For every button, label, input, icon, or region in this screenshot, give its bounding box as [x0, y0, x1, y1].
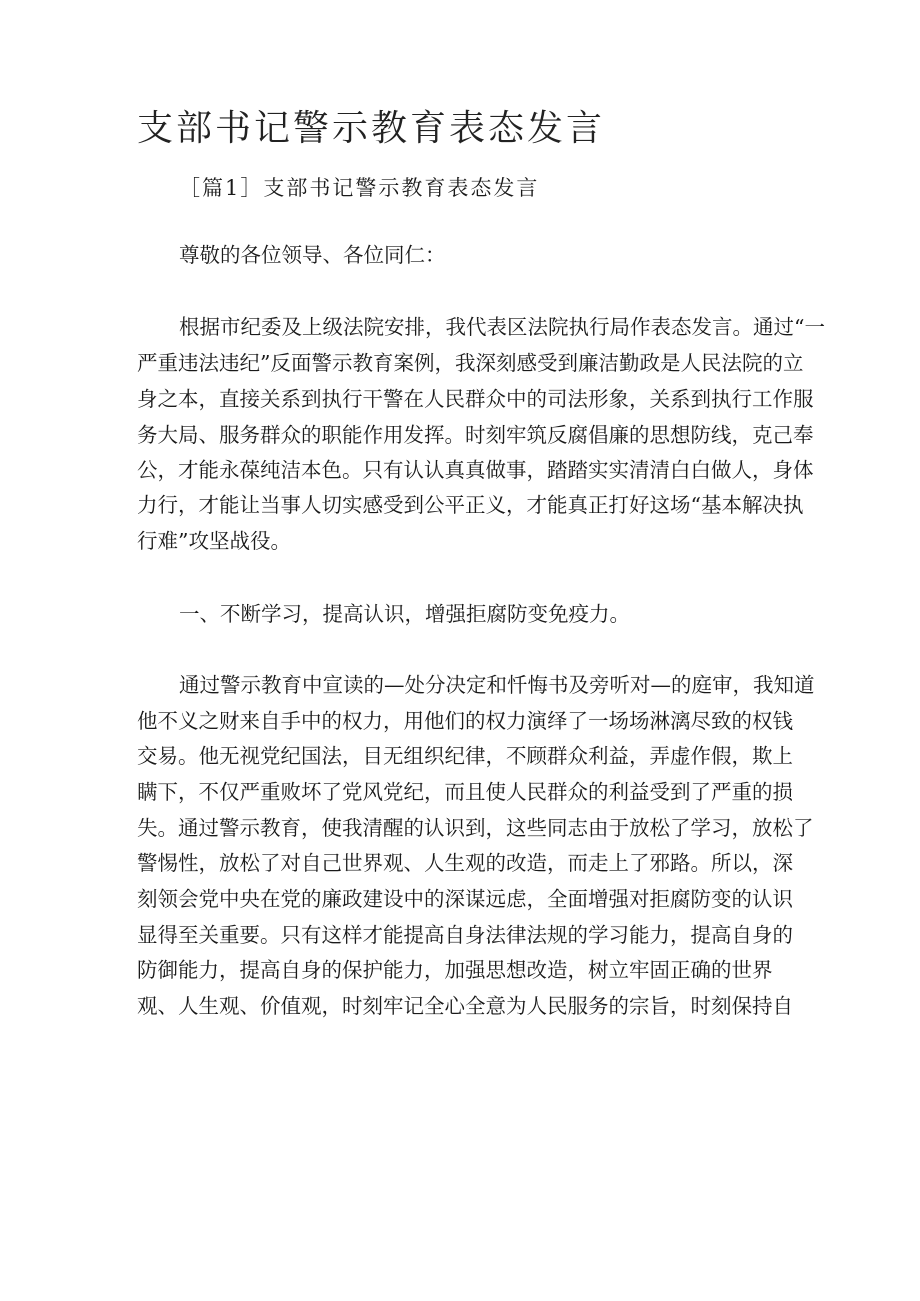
para1-line: 严重违法违纪”反面警示教育案例，我深刻感受到廉洁勤政是人民法院的立: [137, 351, 804, 375]
para1-line: 务大局、服务群众的职能作用发挥。时刻牢筑反腐倡廉的思想防线，克己奉: [137, 423, 814, 447]
para2-line: 交易。他无视党纪国法，目无组织纪律，不顾群众利益，弄虚作假，欺上: [137, 744, 793, 768]
para2-line: 警惕性，放松了对自己世界观、人生观的改造，而走上了邪路。所以，深: [137, 851, 793, 875]
document-title: 支部书记警示教育表态发言: [137, 108, 606, 149]
para1-line: 身之本，直接关系到执行干警在人民群众中的司法形象，关系到执行工作服: [137, 387, 814, 411]
para1-line: 力行，才能让当事人切实感受到公平正义，才能真正打好这场“基本解决执: [137, 493, 804, 517]
para1-line: 根据市纪委及上级法院安排，我代表区法院执行局作表态发言。通过“一: [179, 315, 825, 339]
para2-line: 失。通过警示教育，使我清醒的认识到，这些同志由于放松了学习，放松了: [137, 816, 814, 840]
section-heading: 一、不断学习，提高认识，增强拒腐防变免疫力。: [179, 602, 630, 626]
para2-line: 显得至关重要。只有这样才能提高自身法律法规的学习能力，提高自身的: [137, 923, 793, 947]
para2-line: 防御能力，提高自身的保护能力，加强思想改造，树立牢固正确的世界: [137, 958, 773, 982]
para1-line: 公，才能永葆纯洁本色。只有认认真真做事，踏踏实实清清白白做人，身体: [137, 458, 814, 482]
greeting: 尊敬的各位领导、各位同仁：: [179, 243, 446, 267]
para2-line: 观、人生观、价值观，时刻牢记全心全意为人民服务的宗旨，时刻保持自: [137, 994, 793, 1018]
document-subtitle: ［篇1］支部书记警示教育表态发言: [179, 176, 540, 200]
para2-line: 通过警示教育中宣读的—处分决定和忏悔书及旁听对—的庭审，我知道: [179, 673, 815, 697]
para1-line: 行难”攻坚战役。: [137, 529, 291, 553]
para2-line: 刻领会党中央在党的廉政建设中的深谋远虑，全面增强对拒腐防变的认识: [137, 887, 793, 911]
para2-line: 他不义之财来自手中的权力，用他们的权力演绎了一场场淋漓尽致的权钱: [137, 709, 793, 733]
para2-line: 瞒下，不仅严重败坏了党风党纪，而且使人民群众的利益受到了严重的损: [137, 780, 793, 804]
